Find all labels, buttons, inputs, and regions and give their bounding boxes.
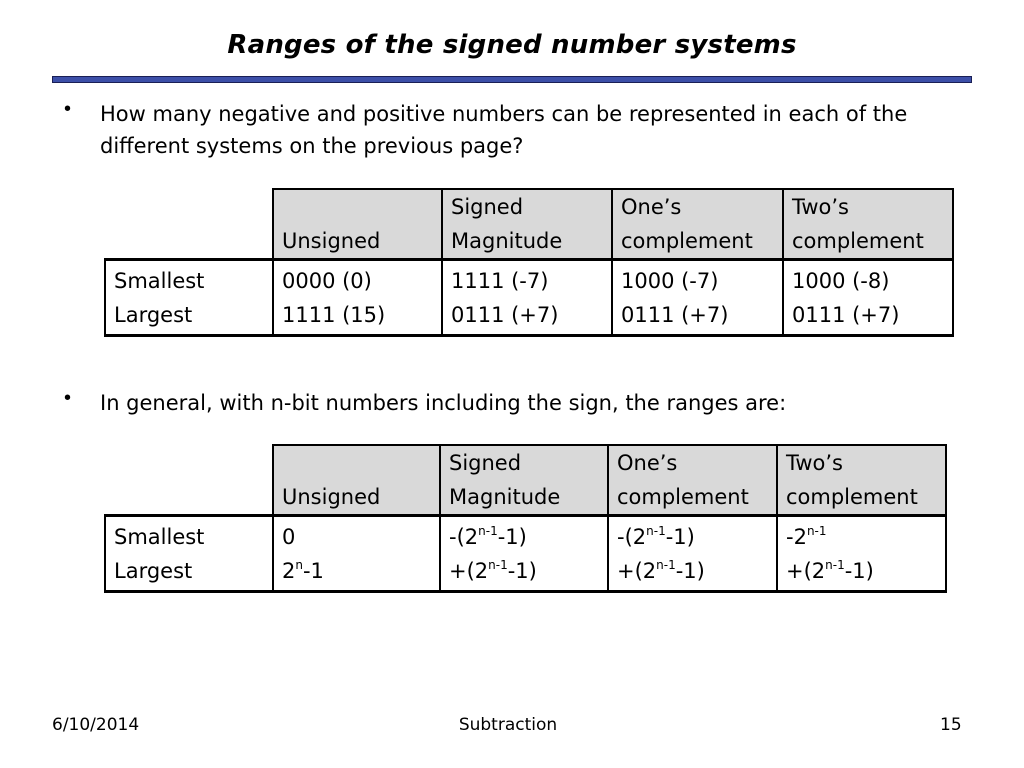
ranges-table-nbit bbox=[104, 444, 947, 593]
formula-tail: -1) bbox=[507, 559, 537, 583]
formula-cell bbox=[273, 554, 440, 592]
formula-tail: -1) bbox=[665, 525, 695, 549]
bullet-text-2: In general, with n-bit numbers including the sign, the ranges are: bbox=[100, 391, 787, 415]
formula-cell bbox=[608, 516, 777, 555]
formula-base: -2 bbox=[786, 525, 807, 549]
table-cell: 1000 (-8) bbox=[783, 260, 953, 299]
table-cell: 0000 (0) bbox=[273, 260, 442, 299]
row-label-largest: Largest bbox=[105, 554, 273, 592]
table-cell: 0111 (+7) bbox=[783, 298, 953, 336]
formula-base: +(2 bbox=[617, 559, 657, 583]
formula-base: 0 bbox=[282, 525, 296, 549]
table-cell: 0111 (+7) bbox=[442, 298, 612, 336]
table-row bbox=[105, 554, 946, 592]
formula-base: -(2 bbox=[449, 525, 479, 549]
header-line2: complement bbox=[617, 485, 749, 509]
bullet-marker-2: • bbox=[64, 387, 72, 409]
header-line1: One’s bbox=[621, 195, 682, 219]
formula-tail: -1) bbox=[497, 525, 527, 549]
table-row bbox=[105, 516, 946, 555]
header-line1: Two’s bbox=[792, 195, 849, 219]
footer-page-number: 15 bbox=[940, 715, 962, 735]
formula-exponent: n-1 bbox=[646, 524, 666, 538]
table-cell: 1000 (-7) bbox=[612, 260, 783, 299]
table-row bbox=[105, 298, 953, 336]
formula-base: 2 bbox=[282, 559, 296, 583]
formula-base: -(2 bbox=[617, 525, 647, 549]
formula-base: +(2 bbox=[786, 559, 826, 583]
header-line1 bbox=[282, 190, 433, 224]
header-line1: Signed bbox=[451, 195, 524, 219]
formula-cell bbox=[777, 516, 946, 555]
header-line1: One’s bbox=[617, 451, 678, 475]
formula-exponent: n-1 bbox=[656, 558, 676, 572]
footer-date: 6/10/2014 bbox=[52, 715, 140, 735]
header-line2: complement bbox=[786, 485, 918, 509]
header-blank bbox=[105, 445, 273, 516]
header-line1 bbox=[282, 446, 431, 480]
row-label-smallest: Smallest bbox=[105, 260, 273, 299]
table-cell: 1111 (15) bbox=[273, 298, 442, 336]
table-cell: 1111 (-7) bbox=[442, 260, 612, 299]
header-ones-complement bbox=[612, 189, 783, 260]
header-line1: Two’s bbox=[786, 451, 843, 475]
header-line2: Unsigned bbox=[282, 229, 381, 253]
bullet-text-1: How many negative and positive numbers can be represented in each of the different systems on the previous page? bbox=[100, 102, 908, 158]
formula-cell bbox=[440, 516, 608, 555]
formula-exponent: n bbox=[295, 558, 303, 572]
header-ones-complement bbox=[608, 445, 777, 516]
header-twos-complement bbox=[777, 445, 946, 516]
header-unsigned bbox=[273, 189, 442, 260]
slide-title: Ranges of the signed number systems bbox=[227, 30, 797, 60]
header-line2: Unsigned bbox=[282, 485, 381, 509]
header-line2: complement bbox=[792, 229, 924, 253]
header-line1: Signed bbox=[449, 451, 522, 475]
formula-tail: -1) bbox=[675, 559, 705, 583]
header-signed-magnitude bbox=[442, 189, 612, 260]
header-twos-complement bbox=[783, 189, 953, 260]
title-rule bbox=[52, 76, 972, 83]
formula-exponent: n-1 bbox=[806, 524, 827, 538]
formula-cell bbox=[273, 516, 440, 555]
formula-cell bbox=[440, 554, 608, 592]
formula-cell bbox=[777, 554, 946, 592]
ranges-table-4bit bbox=[104, 188, 954, 337]
formula-exponent: n-1 bbox=[478, 524, 498, 538]
table-cell: 0111 (+7) bbox=[612, 298, 783, 336]
formula-tail: -1) bbox=[844, 559, 874, 583]
header-signed-magnitude bbox=[440, 445, 608, 516]
formula-exponent: n-1 bbox=[825, 558, 845, 572]
row-label-largest: Largest bbox=[105, 298, 273, 336]
formula-cell bbox=[608, 554, 777, 592]
table-row bbox=[105, 260, 953, 299]
row-label-smallest: Smallest bbox=[105, 516, 273, 555]
header-unsigned bbox=[273, 445, 440, 516]
formula-base: +(2 bbox=[449, 559, 489, 583]
formula-exponent: n-1 bbox=[488, 558, 508, 572]
footer-topic: Subtraction bbox=[458, 715, 558, 735]
header-blank bbox=[105, 189, 273, 260]
header-line2: Magnitude bbox=[449, 485, 561, 509]
header-line2: Magnitude bbox=[451, 229, 563, 253]
bullet-marker-1: • bbox=[64, 98, 72, 120]
header-line2: complement bbox=[621, 229, 753, 253]
formula-tail: -1 bbox=[302, 559, 324, 583]
